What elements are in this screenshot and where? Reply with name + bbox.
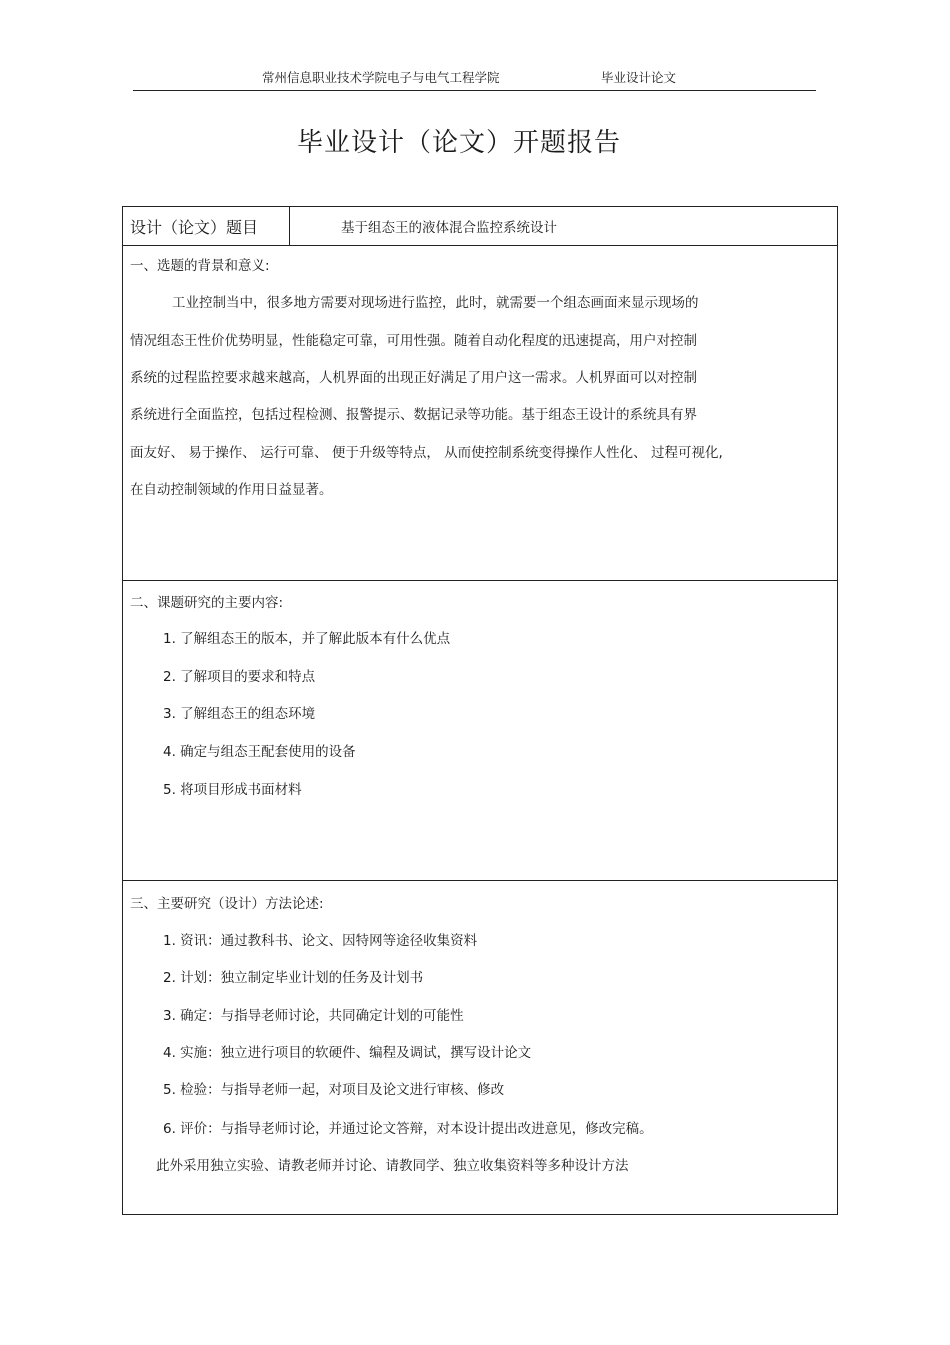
methods-closing: 此外采用独立实验、请教老师并讨论、请教同学、独立收集资料等多种设计方法: [156, 1158, 629, 1174]
list-item: 2. 了解项目的要求和特点: [163, 669, 316, 685]
background-line: 在自动控制领域的作用日益显著。: [130, 482, 333, 498]
topic-label: 设计（论文）题目: [130, 218, 259, 237]
background-line: 系统的过程监控要求越来越高，人机界面的出现正好满足了用户这一需求。人机界面可以对控制: [130, 370, 697, 386]
background-line: 系统进行全面监控，包括过程检测、报警提示、数据记录等功能。基于组态王设计的系统具有界: [130, 407, 697, 423]
background-line: 情况组态王性价优势明显，性能稳定可靠，可用性强。随着自动化程度的迅速提高，用户对控制: [130, 333, 697, 349]
header-doc-type: 毕业设计论文: [601, 70, 677, 85]
section-research-content-heading: 二、课题研究的主要内容:: [130, 595, 284, 611]
background-line: 工业控制当中，很多地方需要对现场进行监控，此时，就需要一个组态画面来显示现场的: [172, 295, 699, 311]
list-item: 1. 了解组态王的版本，并了解此版本有什么优点: [163, 631, 451, 647]
list-item: 1. 资讯：通过教科书、论文、因特网等途径收集资料: [163, 933, 478, 949]
proposal-form-table: [122, 206, 838, 1215]
list-item: 5. 检验：与指导老师一起，对项目及论文进行审核、修改: [163, 1082, 505, 1098]
list-item: 3. 了解组态王的组态环境: [163, 706, 316, 722]
list-item: 4. 确定与组态王配套使用的设备: [163, 744, 356, 760]
list-item: 3. 确定：与指导老师讨论，共同确定计划的可能性: [163, 1008, 464, 1024]
section-background-heading: 一、选题的背景和意义:: [130, 258, 270, 274]
list-item: 2. 计划：独立制定毕业计划的任务及计划书: [163, 970, 424, 986]
section-background: [123, 245, 837, 581]
topic-cell-divider: [289, 207, 290, 245]
list-item: 4. 实施：独立进行项目的软硬件、编程及调试，撰写设计论文: [163, 1045, 532, 1061]
section-methods: [123, 881, 837, 1214]
background-line: 面友好、 易于操作、 运行可靠、 便于升级等特点， 从而使控制系统变得操作人性化、 过程可视化,: [130, 445, 723, 461]
header-institution: 常州信息职业技术学院电子与电气工程学院: [262, 70, 500, 85]
page-title: 毕业设计（论文）开题报告: [296, 128, 621, 158]
topic-row: [123, 207, 837, 246]
section-methods-heading: 三、主要研究（设计）方法论述:: [130, 896, 324, 912]
list-item: 6. 评价：与指导老师讨论，并通过论文答辩，对本设计提出改进意见，修改完稿。: [163, 1121, 653, 1137]
header-divider: [133, 90, 816, 91]
section-research-content: [123, 581, 837, 881]
list-item: 5. 将项目形成书面材料: [163, 782, 302, 798]
topic-value: 基于组态王的液体混合监控系统设计: [341, 220, 557, 236]
